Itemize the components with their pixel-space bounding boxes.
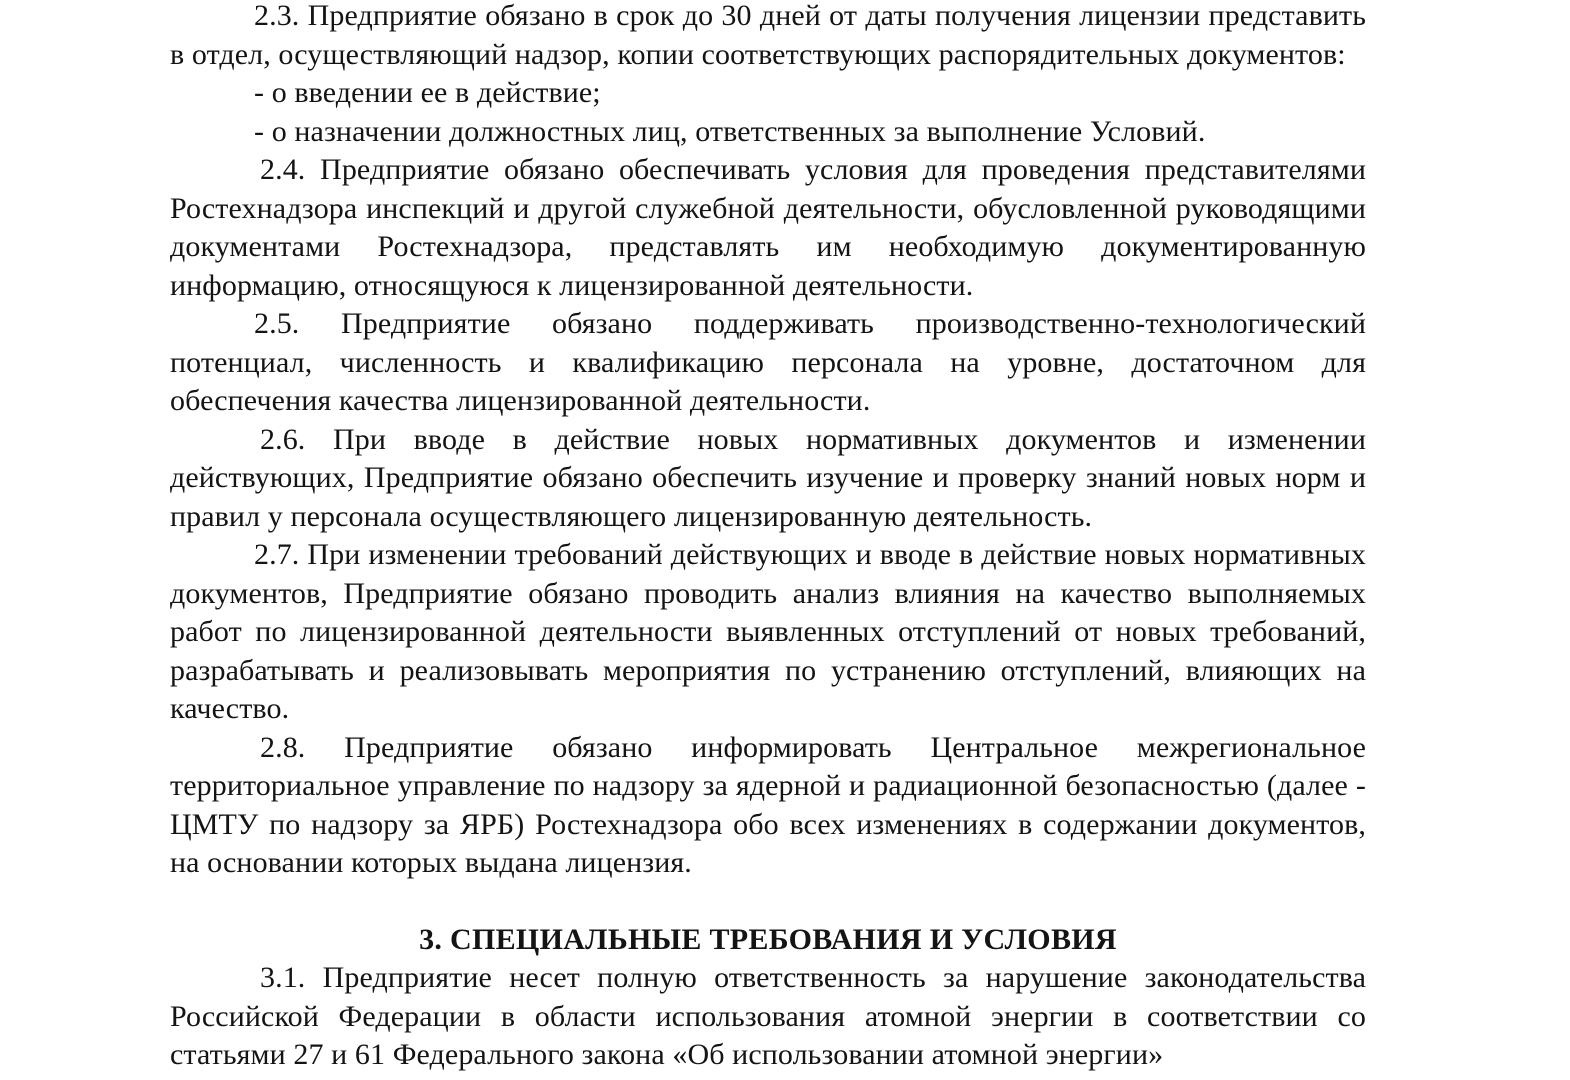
document-page [170, 0, 1366, 1075]
paragraph-3-1: 3.1. Предприятие несет полную ответственность за нарушение законодательства Российской Федерации в области использования атомной энергии в соответствии со статьями 27 и 61 Федерального закона «Об использовании атомной энергии» [170, 961, 1366, 1071]
paragraph-2-8: 2.8. Предприятие обязано информировать Центральное межрегиональное территориальное управление по надзору за ядерной и радиационной безопасностью (далее - ЦМТУ по надзору за ЯРБ) Ростехнадзора обо всех изменениях в содержании документов, на основании которых выдана лицензия. [170, 730, 1366, 879]
bullet-item-2: - о назначении должностных лиц, ответственных за выполнение Условий. [254, 114, 1206, 148]
paragraph-2-7: 2.7. При изменении требований действующих и вводе в действие новых нормативных документов, Предприятие обязано проводить анализ влияния на качество выполняемых работ по лицензированной деятельности выявленных отступлений от новых требований, разрабатывать и реализовывать мероприятия по устранению отступлений, влияющих на качество. [170, 538, 1366, 725]
paragraph-2-6: 2.6. При вводе в действие новых нормативных документов и изменении действующих, Предприятие обязано обеспечить изучение и проверку знаний новых норм и правил у персонала осуществляющего лицензированную деятельность. [170, 422, 1366, 533]
section-3-title: 3. СПЕЦИАЛЬНЫЕ ТРЕБОВАНИЯ И УСЛОВИЯ [419, 922, 1117, 956]
paragraph-2-5: 2.5. Предприятие обязано поддерживать производственно-технологический потенциал, численность и квалификацию персонала на уровне, достаточном для обеспечения качества лицензированной деятельности. [170, 307, 1366, 417]
paragraph-2-4: 2.4. Предприятие обязано обеспечивать условия для проведения представителями Ростехнадзора инспекций и другой служебной деятельности, обусловленной руководящими документами Ростехнадзора, представлять им необходимую документированную информацию, относящуюся к лицензированной деятельности. [170, 153, 1366, 302]
bullet-item-1: - о введении ее в действие; [254, 76, 601, 109]
paragraph-2-3: 2.3. Предприятие обязано в срок до 30 дней от даты получения лицензии представить в отдел, осуществляющий надзор, копии соответствующих распорядительных документов: [170, 0, 1366, 71]
